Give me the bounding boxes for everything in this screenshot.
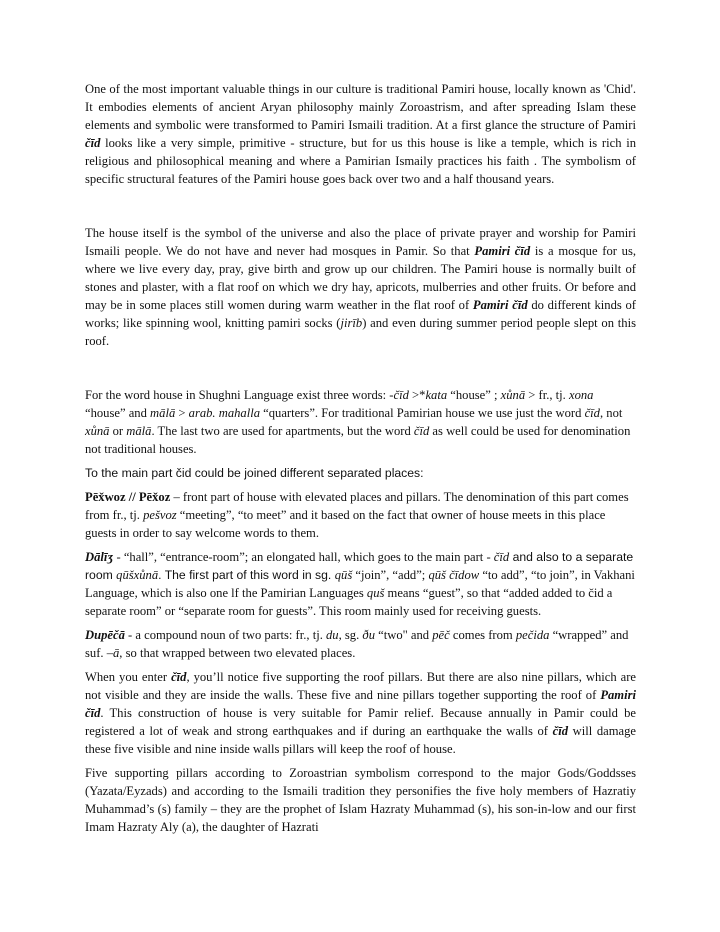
term: mālā	[150, 406, 176, 420]
paragraph-daliz	[85, 548, 636, 620]
term: ðu	[362, 628, 375, 642]
text-run: as well could be used for denomination not traditional houses.	[85, 424, 631, 456]
term: čīd	[393, 388, 409, 402]
text-run: When you enter	[85, 670, 172, 684]
term: xona	[568, 388, 594, 402]
text-run: “meeting”, “to meet” and it based on the fact that owner of house meets in this place guests in order to say welcome words to them.	[85, 508, 606, 540]
paragraph-pexwoz	[85, 488, 636, 542]
term-chid: čīd	[85, 136, 101, 150]
text-run: - a compound noun of two parts: fr., tj.	[124, 628, 326, 642]
document-page	[85, 80, 636, 836]
text-run: or	[109, 424, 127, 438]
term: čīd	[413, 424, 430, 438]
paragraph-chid-intro	[85, 80, 636, 188]
text-run: means “guest”, so that “added added to čid a separate room” or “separate room for guests”. This room mainly used for receiving guests.	[85, 586, 613, 618]
text-run: “quarters”. For traditional Pamirian house we use just the word	[260, 406, 585, 420]
text-run: – front part of house with elevated places and pillars. The denomination of this part comes from fr., tj.	[85, 490, 629, 522]
text-run: “house” ;	[447, 388, 501, 402]
text-run: and also to a separate room	[85, 550, 634, 582]
text-run: is a mosque for us, where we live every day, pray, give birth and grow up our children. The Pamiri house is normally built of stones and plaster, with a flat roof on which we dry hay, apricots, mulberries and other fruits. Or before and may be in some places still women during warm weather in the flat roof of	[85, 244, 636, 312]
term-daliz: Dālīʒ	[85, 550, 114, 564]
term-chid: čīd	[552, 724, 568, 738]
text-run: One of the most important valuable things in our culture is traditional Pamiri house, locally known as 'Chid'. It embodies elements of ancient Aryan philosophy mainly Zoroastrism, and after spreading Islam these elements and symbolic were transformed to Pamiri Ismaili tradition. At a first glance the structure of Pamiri	[85, 82, 636, 132]
text-run: do different kinds of works; like spinning wool, knitting pamiri socks (	[85, 298, 636, 330]
text-run: Five supporting pillars according to Zoroastrian symbolism correspond to the major Gods/Goddsses (Yazata/Eyzads) and according to the Ismaili tradition they personifies the five holy members of Hazratiy Muhammad’s (s) family – they are the prophet of Islam Hazraty Muhammad (s), his son-in-low and our first Imam Hazraty Aly (a), the daughter of Hazrati	[85, 766, 636, 834]
term: čīd	[584, 406, 600, 420]
term: qūš	[334, 568, 353, 582]
term-pexwoz: Pēx̌woz // Pēx̌oz	[85, 490, 171, 504]
text-run: looks like a very simple, primitive - structure, but for us this house is like a temple, which is rich in religious and philosophical meaning and where a Pamirian Ismaily practices his faith . The symbolism of specific structural features of the Pamiri house goes back over two and a half thousand years.	[85, 136, 636, 186]
text-run: To the main part čid could be joined different separated places:	[85, 466, 424, 480]
text-run: sg.	[341, 628, 363, 642]
paragraph-dupecha	[85, 626, 636, 662]
text-run: . The first part of this word in sg.	[158, 568, 335, 582]
text-run: , not	[599, 406, 623, 420]
text-run: “two" and	[375, 628, 433, 642]
term: arab. mahalla	[188, 406, 261, 420]
text-run: comes from	[449, 628, 516, 642]
term-pamiri-chid: Pamiri čīd	[85, 688, 636, 720]
text-run: >*	[408, 388, 426, 402]
text-run: , so that wrapped between two elevated places.	[119, 646, 356, 660]
term: pečida	[515, 628, 550, 642]
term-pamiri-chid: Pamiri čīd	[474, 244, 531, 258]
term-dupecha: Dupēčā	[85, 628, 125, 642]
text-run: , you’ll notice five supporting the roof pillars. But there are also nine pillars, which are not visible and they are inside the walls. These five and nine pillars together supporting the roof of	[85, 670, 636, 702]
paragraph-shughni-words	[85, 386, 636, 458]
term: xůnā	[500, 388, 526, 402]
paragraph-house-symbol	[85, 224, 636, 350]
text-run: will damage these five visible and nine inside walls pillars will keep the roof of house.	[85, 724, 636, 756]
text-run: “join”, “add”;	[352, 568, 429, 582]
text-run: > fr., tj.	[525, 388, 569, 402]
term-pamiri-chid: Pamiri čīd	[472, 298, 528, 312]
text-run: The house itself is the symbol of the universe and also the place of private prayer and worship for Pamiri Ismaili people. We do not have and never had mosques in Pamir. So that	[85, 226, 636, 258]
text-run: . The last two are used for apartments, but the word	[151, 424, 414, 438]
term: pešvoz	[143, 508, 177, 522]
text-run: . This construction of house is very suitable for Pamir relief. Because annually in Pamir could be registered a lot of weak and strong earthquakes and if during an earthquake the walls of	[85, 706, 636, 738]
term: qūšxůnā	[116, 568, 159, 582]
text-run: For the word house in Shughni Language exist three words: -	[85, 388, 394, 402]
term-jirib: jirīb	[340, 316, 363, 330]
term: ā	[113, 646, 120, 660]
term: quš	[366, 586, 385, 600]
term: xůnā	[85, 424, 110, 438]
paragraph-separated-places	[85, 464, 636, 482]
text-run: ) and even during summer period people slept on this roof.	[85, 316, 636, 348]
term: mālā	[126, 424, 152, 438]
paragraph-zoroastrian-symbolism	[85, 764, 636, 836]
text-run: >	[175, 406, 189, 420]
text-run: “wrapped” and suf. –	[85, 628, 629, 660]
paragraph-pillars	[85, 668, 636, 758]
term: du,	[326, 628, 342, 642]
text-run: - “hall”, “entrance-room”; an elongated hall, which goes to the main part -	[113, 550, 494, 564]
text-run: “house” and	[85, 406, 151, 420]
term: kata	[425, 388, 448, 402]
term: qūš čīdow	[428, 568, 480, 582]
text-run: “to add”, “to join”, in Vakhani Language, which is also one lf the Pamirian Languages	[85, 568, 635, 600]
term: čīd	[493, 550, 510, 564]
term: pēč	[432, 628, 450, 642]
term-chid: čīd	[171, 670, 187, 684]
